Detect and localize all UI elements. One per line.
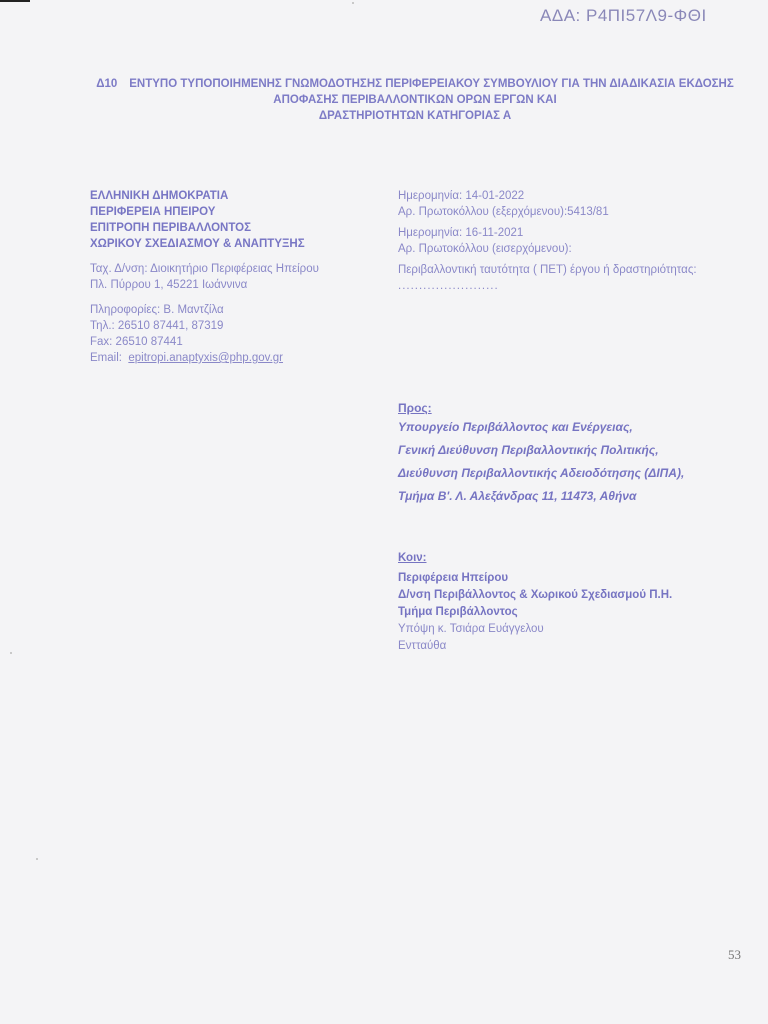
title-line-2: ΑΠΟΦΑΣΗΣ ΠΕΡΙΒΑΛΛΟΝΤΙΚΩΝ ΟΡΩΝ ΕΡΓΩΝ ΚΑΙ [273, 94, 557, 106]
title-line-1-text: ΕΝΤΥΠΟ ΤΥΠΟΠΟΙΗΜΕΝΗΣ ΓΝΩΜΟΔΟΤΗΣΗΣ ΠΕΡΙΦΕΡΕΙΑΚΟΥ ΣΥΜΒΟΥΛΙΟΥ ΓΙΑ ΤΗΝ ΔΙΑΔΙΚΑΣΙΑ ΕΚΔΟΣΗΣ [129, 78, 734, 90]
address-line-2: Πλ. Πύρρου 1, 45221 Ιωάννινα [90, 279, 248, 291]
recipient-line-1: Υπουργείο Περιβάλλοντος και Ενέργειας, [398, 420, 633, 434]
scan-mark [0, 0, 30, 2]
scan-speck [36, 858, 38, 860]
date-in: Ημερομηνία: 16-11-2021 [398, 227, 524, 239]
sender-org-4: ΧΩΡΙΚΟΥ ΣΧΕΔΙΑΣΜΟΥ & ΑΝΑΠΤΥΞΗΣ [90, 238, 305, 250]
cc-line-5: Εντταύθα [398, 640, 447, 652]
cc-block [398, 550, 758, 655]
meta-in [398, 225, 758, 257]
title-line-3: ΔΡΑΣΤΗΡΙΟΤΗΤΩΝ ΚΑΤΗΓΟΡΙΑΣ Α [318, 110, 512, 122]
sender-org-3: ΕΠΙΤΡΟΠΗ ΠΕΡΙΒΑΛΛΟΝΤΟΣ [90, 222, 252, 234]
cc-line-1: Περιφέρεια Ηπείρου [398, 572, 509, 584]
form-code: Δ10 [96, 78, 118, 90]
email-link[interactable]: epitropi.anaptyxis@php.gov.gr [128, 352, 284, 364]
sender-org-1: ΕΛΛΗΝΙΚΗ ΔΗΜΟΚΡΑΤΙΑ [90, 190, 229, 202]
sender-address [90, 261, 390, 293]
sender-org-2: ΠΕΡΙΦΕΡΕΙΑ ΗΠΕΙΡΟΥ [90, 206, 216, 218]
cc-label: Κοιν: [398, 552, 427, 564]
contact-fax: Fax: 26510 87441 [90, 336, 183, 348]
meta-pet [398, 262, 758, 294]
address-line-1: Ταχ. Δ/νση: Διοικητήριο Περιφέρειας Ηπείρου [90, 263, 319, 275]
cc-line-4: Υπόψη κ. Τσιάρα Ευάγγελου [398, 623, 544, 635]
recipient-line-4: Τμήμα Β'. Λ. Αλεξάνδρας 11, 11473, Αθήνα [398, 489, 637, 503]
recipient-line-3: Διεύθυνση Περιβαλλοντικής Αδειοδότησης (ΔΙΠΑ), [398, 466, 685, 480]
recipient-line-2: Γενική Διεύθυνση Περιβαλλοντικής Πολιτικής, [398, 443, 659, 457]
page-number: 53 [728, 947, 741, 962]
pet-dots: ........................ [398, 280, 499, 292]
recipient-label: Προς: [398, 401, 432, 415]
ada-code: ΑΔΑ: Ρ4ΠΙ57Λ9-ΦΘΙ [540, 6, 707, 25]
sender-contact [90, 302, 390, 366]
document-title [70, 76, 760, 124]
date-out: Ημερομηνία: 14-01-2022 [398, 190, 525, 202]
contact-phone: Τηλ.: 26510 87441, 87319 [90, 320, 224, 332]
contact-info: Πληροφορίες: Β. Μαντζίλα [90, 304, 224, 316]
meta-out [398, 188, 758, 220]
scan-speck [10, 652, 12, 654]
email-label: Email: [90, 352, 122, 364]
sender-block [90, 188, 390, 366]
cc-line-3: Τμήμα Περιβάλλοντος [398, 606, 518, 618]
title-line-1 [70, 76, 760, 92]
contact-email-row [90, 350, 390, 366]
cc-line-2: Δ/νση Περιβάλλοντος & Χωρικού Σχεδιασμού Π.Η. [398, 589, 673, 601]
scan-speck [352, 2, 354, 4]
protocol-out: Αρ. Πρωτοκόλλου (εξερχόμενου):5413/81 [398, 206, 609, 218]
protocol-in: Αρ. Πρωτοκόλλου (εισερχόμενου): [398, 243, 572, 255]
pet-label: Περιβαλλοντική ταυτότητα ( ΠΕΤ) έργου ή δραστηριότητας: [398, 264, 697, 276]
document-meta [398, 188, 758, 299]
recipient-block [398, 400, 758, 508]
